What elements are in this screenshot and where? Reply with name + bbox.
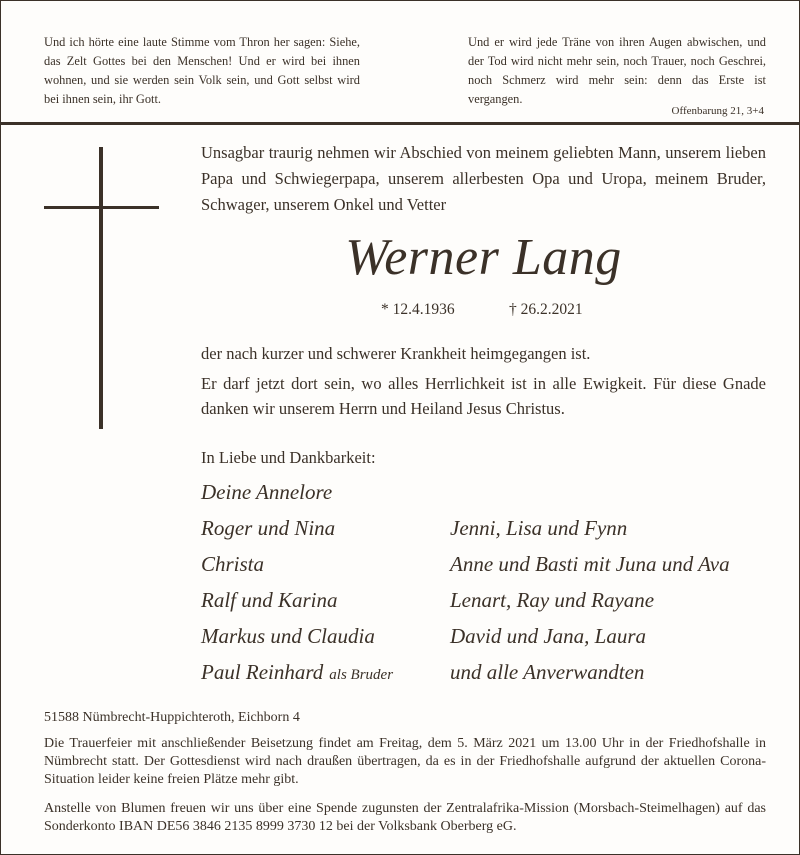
- mourner-left-6-note: als Bruder: [329, 667, 394, 683]
- cross-vertical-bar: [99, 147, 103, 429]
- mourner-right-2: Anne und Basti mit Juna und Ava: [450, 552, 730, 576]
- funeral-details: Die Trauerfeier mit anschließender Beisetzung findet am Freitag, dem 5. März 2021 um 13.00 Uhr in der Friedhofshalle in Nümbrecht statt. Der Gottesdienst wird nach draußen übertragen, da es in der Friedhofshalle aufgrund der aktuellen Corona-Situation leider keine freien Plätze mehr gibt.: [44, 736, 766, 787]
- gratitude-text: Er darf jetzt dort sein, wo alles Herrlichkeit ist in alle Ewigkeit. Für diese Gnade danken wir unserem Herrn und Heiland Jesus Christus.: [201, 374, 766, 418]
- donation-details: Anstelle von Blumen freuen wir uns über eine Spende zugunsten der Zentralafrika-Mission (Morsbach-Steimelhagen) auf das Sonderkonto IBAN DE56 3846 2135 8999 3730 12 bei der Volksbank Oberberg eG.: [44, 801, 766, 834]
- mourner-left-1: Deine Annelore: [201, 480, 333, 504]
- mourner-right-5: und alle Anverwandten: [450, 660, 645, 684]
- mourner-right-4: David und Jana, Laura: [450, 624, 646, 648]
- mourner-left-3: Christa: [201, 552, 265, 576]
- mourner-left-4: Ralf und Karina: [201, 588, 338, 612]
- cross-horizontal-bar: [44, 206, 159, 209]
- deceased-name: Werner Lang: [345, 229, 622, 286]
- birth-date: * 12.4.1936: [381, 301, 455, 318]
- passing-text: der nach kurzer und schwerer Krankheit heimgegangen ist.: [201, 344, 591, 363]
- mourner-left-5: Markus und Claudia: [201, 624, 375, 648]
- mourner-left-6-name: Paul Reinhard: [201, 660, 324, 684]
- mourners-heading: In Liebe und Dankbarkeit:: [201, 448, 376, 467]
- bible-verse-right: Und er wird jede Träne von ihren Augen abwischen, und der Tod wird nicht mehr sein, noch Trauer, noch Geschrei, noch Schmerz wird mehr sein: denn das Erste ist vergangen.: [468, 35, 766, 106]
- section-divider: [1, 122, 800, 125]
- bible-verse-left: Und ich hörte eine laute Stimme vom Thron her sagen: Siehe, das Zelt Gottes bei den Menschen! Und er wird bei ihnen wohnen, und sie werden sein Volk sein, und Gott selbst wird bei ihnen sein, ihr Gott.: [44, 35, 360, 106]
- mourner-right-3: Lenart, Ray und Rayane: [450, 588, 655, 612]
- death-date: † 26.2.2021: [509, 301, 583, 318]
- family-address: 51588 Nümbrecht-Huppichteroth, Eichborn 4: [44, 710, 300, 725]
- mourner-left-6: [201, 660, 393, 687]
- mourner-right-1: Jenni, Lisa und Fynn: [450, 516, 628, 540]
- intro-text: Unsagbar traurig nehmen wir Abschied von meinem geliebten Mann, unserem lieben Papa und Schwiegerpapa, unserem allerbesten Opa und Uropa, meinem Bruder, Schwager, unserem Onkel und Vetter: [201, 143, 766, 214]
- bible-verse-reference: Offenbarung 21, 3+4: [671, 105, 764, 117]
- mourner-left-2: Roger und Nina: [201, 516, 336, 540]
